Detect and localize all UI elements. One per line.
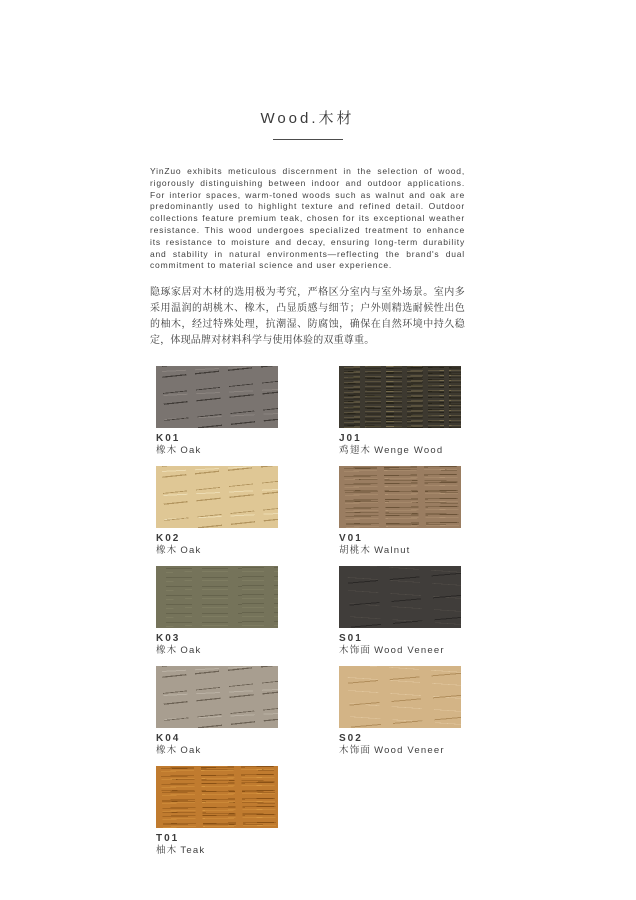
- swatch-name-cn: 木饰面: [339, 645, 372, 657]
- wood-swatch-k04: [156, 666, 278, 728]
- swatch-caption: [339, 633, 462, 657]
- swatch-name: [156, 544, 278, 557]
- wood-swatch-card-t01: [156, 766, 278, 866]
- wood-swatch-t01: [156, 766, 278, 828]
- swatch-caption: [156, 733, 278, 757]
- swatch-code: K04: [156, 733, 181, 745]
- swatch-name-en: Wood Veneer: [374, 745, 445, 757]
- swatch-caption: [339, 533, 462, 557]
- swatch-name-cn: 橡木: [156, 445, 178, 457]
- swatch-caption: [156, 633, 278, 657]
- swatch-name: [156, 444, 278, 457]
- swatch-caption: [156, 533, 278, 557]
- swatch-name: [339, 444, 462, 457]
- wood-swatch-card-k02: [156, 466, 278, 566]
- swatch-name-en: Oak: [180, 745, 202, 757]
- title-underline: [273, 139, 343, 140]
- swatch-name: [339, 644, 462, 657]
- content-column: [150, 0, 465, 866]
- wood-swatch-v01: [339, 466, 461, 528]
- swatch-code: K03: [156, 633, 181, 645]
- swatch-name-en: Wood Veneer: [374, 645, 445, 657]
- wood-swatch-k02: [156, 466, 278, 528]
- swatch-code: S01: [339, 633, 363, 645]
- wood-swatch-k03: [156, 566, 278, 628]
- wood-swatch-card-k01: [156, 366, 278, 466]
- swatch-name-cn: 橡木: [156, 745, 178, 757]
- swatch-caption: [339, 433, 462, 457]
- swatch-name-en: Oak: [180, 545, 202, 557]
- swatch-caption: [339, 733, 462, 757]
- wood-swatch-s02: [339, 666, 461, 728]
- swatch-name-cn: 橡木: [156, 545, 178, 557]
- swatch-name: [156, 844, 278, 857]
- wood-swatch-card-k03: [156, 566, 278, 666]
- wood-swatch-k01: [156, 366, 278, 428]
- swatch-code: K01: [156, 433, 181, 445]
- intro-paragraph-chinese: 隐琢家居对木材的选用极为考究，严格区分室内与室外场景。室内多采用温润的胡桃木、橡木，凸显质感与细节；户外则精选耐候性出色的柚木，经过特殊处理，抗潮湿、防腐蚀，确保在自然环境中持久稳定，体现品牌对材料科学与使用体验的双重尊重。: [150, 287, 465, 347]
- swatch-name: [156, 744, 278, 757]
- wood-swatch-card-s02: [339, 666, 462, 766]
- swatch-name-en: Walnut: [374, 545, 411, 557]
- swatch-code: V01: [339, 533, 363, 545]
- swatch-caption: [156, 433, 278, 457]
- swatch-code: J01: [339, 433, 362, 445]
- wood-swatch-card-s01: [339, 566, 462, 666]
- wood-swatch-card-k04: [156, 666, 278, 766]
- swatch-name-cn: 胡桃木: [339, 545, 372, 557]
- page-title: Wood.木材: [260, 110, 355, 127]
- swatch-code: S02: [339, 733, 363, 745]
- swatch-name: [156, 644, 278, 657]
- wood-swatch-s01: [339, 566, 461, 628]
- swatch-name-en: Wenge Wood: [374, 445, 444, 457]
- swatch-name-cn: 鸡翅木: [339, 445, 372, 457]
- swatch-name-en: Oak: [180, 445, 202, 457]
- swatch-name: [339, 744, 462, 757]
- swatch-name-cn: 柚木: [156, 845, 178, 857]
- wood-swatch-j01: [339, 366, 461, 428]
- swatch-name-cn: 木饰面: [339, 745, 372, 757]
- swatch-name-en: Teak: [180, 845, 206, 857]
- swatch-code: K02: [156, 533, 181, 545]
- swatch-name: [339, 544, 462, 557]
- wood-swatch-card-v01: [339, 466, 462, 566]
- swatch-name-en: Oak: [180, 645, 202, 657]
- swatch-grid: [156, 366, 465, 866]
- swatch-code: T01: [156, 833, 180, 845]
- swatch-caption: [156, 833, 278, 857]
- swatch-name-cn: 橡木: [156, 645, 178, 657]
- wood-swatch-card-j01: [339, 366, 462, 466]
- intro-paragraph-english: YinZuo exhibits meticulous discernment in the selection of wood, rigorously distinguishing between indoor and outdoor applications. For interior spaces, warm-toned woods such as walnut and oak are predominantly used to highlight texture and refined detail. Outdoor collections feature premium teak, chosen for its exceptional weather resistance. This wood undergoes specialized treatment to enhance its resistance to moisture and decay, ensuring long-term durability and stability in natural environments—reflecting the brand's dual commitment to material science and user experience.: [150, 166, 465, 271]
